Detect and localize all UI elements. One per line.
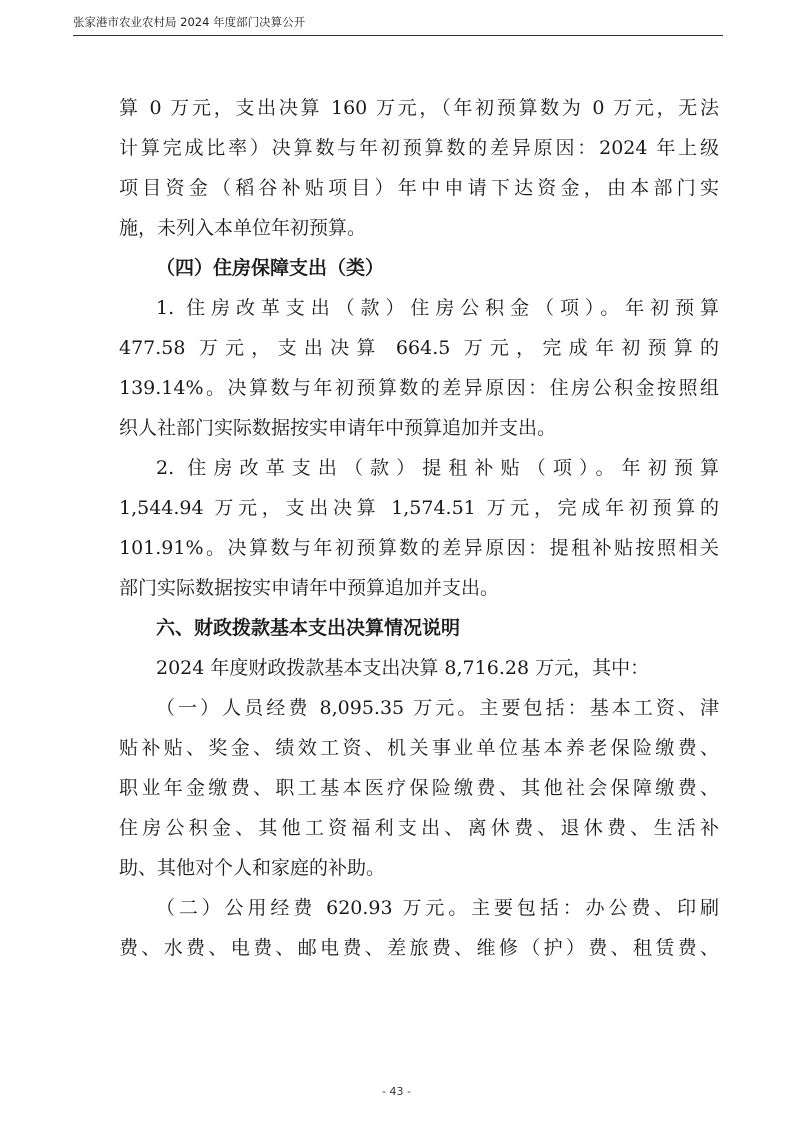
paragraph-line: 施，未列入本单位年初预算。 [119, 217, 367, 239]
paragraph-line: 部门实际数据按实申请年中预算追加并支出。 [119, 577, 500, 599]
paragraph-line: 住房公积金、其他工资福利支出、离休费、退休费、生活补 [119, 817, 719, 839]
paragraph-line: 贴补贴、奖金、绩效工资、机关事业单位基本养老保险缴费、 [119, 737, 719, 759]
document-header-title: 张家港市农业农村局 2024 年度部门决算公开 [73, 15, 306, 29]
paragraph-line: 477.58 万元，支出决算 664.5 万元，完成年初预算的 [119, 337, 719, 359]
paragraph-line: 1. 住房改革支出（款）住房公积金（项）。年初预算 [156, 297, 719, 319]
document-body [119, 88, 719, 968]
paragraph-line: （一）人员经费 8,095.35 万元。主要包括：基本工资、津 [156, 697, 719, 719]
paragraph-line: 织人社部门实际数据按实申请年中预算追加并支出。 [119, 417, 557, 439]
paragraph-line: 2024 年度财政拨款基本支出决算 8,716.28 万元，其中： [156, 657, 650, 679]
paragraph-line: 项目资金（稻谷补贴项目）年中申请下达资金，由本部门实 [119, 177, 719, 199]
paragraph-line: 助、其他对个人和家庭的补助。 [119, 857, 386, 879]
paragraph-line: 计算完成比率）决算数与年初预算数的差异原因：2024 年上级 [119, 137, 719, 159]
paragraph-line: （二）公用经费 620.93 万元。主要包括：办公费、印刷 [156, 897, 719, 919]
paragraph-line: 101.91%。决算数与年初预算数的差异原因：提租补贴按照相关 [119, 537, 719, 559]
paragraph-line: 2. 住房改革支出（款）提租补贴（项）。年初预算 [156, 457, 719, 479]
paragraph-line: 算 0 万元，支出决算 160 万元，（年初预算数为 0 万元，无法 [119, 97, 719, 119]
page-number: - 43 - [382, 1085, 411, 1098]
paragraph-line: 1,544.94 万元，支出决算 1,574.51 万元，完成年初预算的 [119, 497, 719, 519]
paragraph-line: 139.14%。决算数与年初预算数的差异原因：住房公积金按照组 [119, 377, 719, 399]
paragraph-line: 费、水费、电费、邮电费、差旅费、维修（护）费、租赁费、 [119, 937, 719, 959]
section-heading-basic-expenditure: 六、财政拨款基本支出决算情况说明 [156, 617, 461, 639]
paragraph-line: 职业年金缴费、职工基本医疗保险缴费、其他社会保障缴费、 [119, 777, 719, 799]
header-divider [73, 35, 723, 36]
section-heading-housing: （四）住房保障支出（类） [156, 257, 385, 279]
